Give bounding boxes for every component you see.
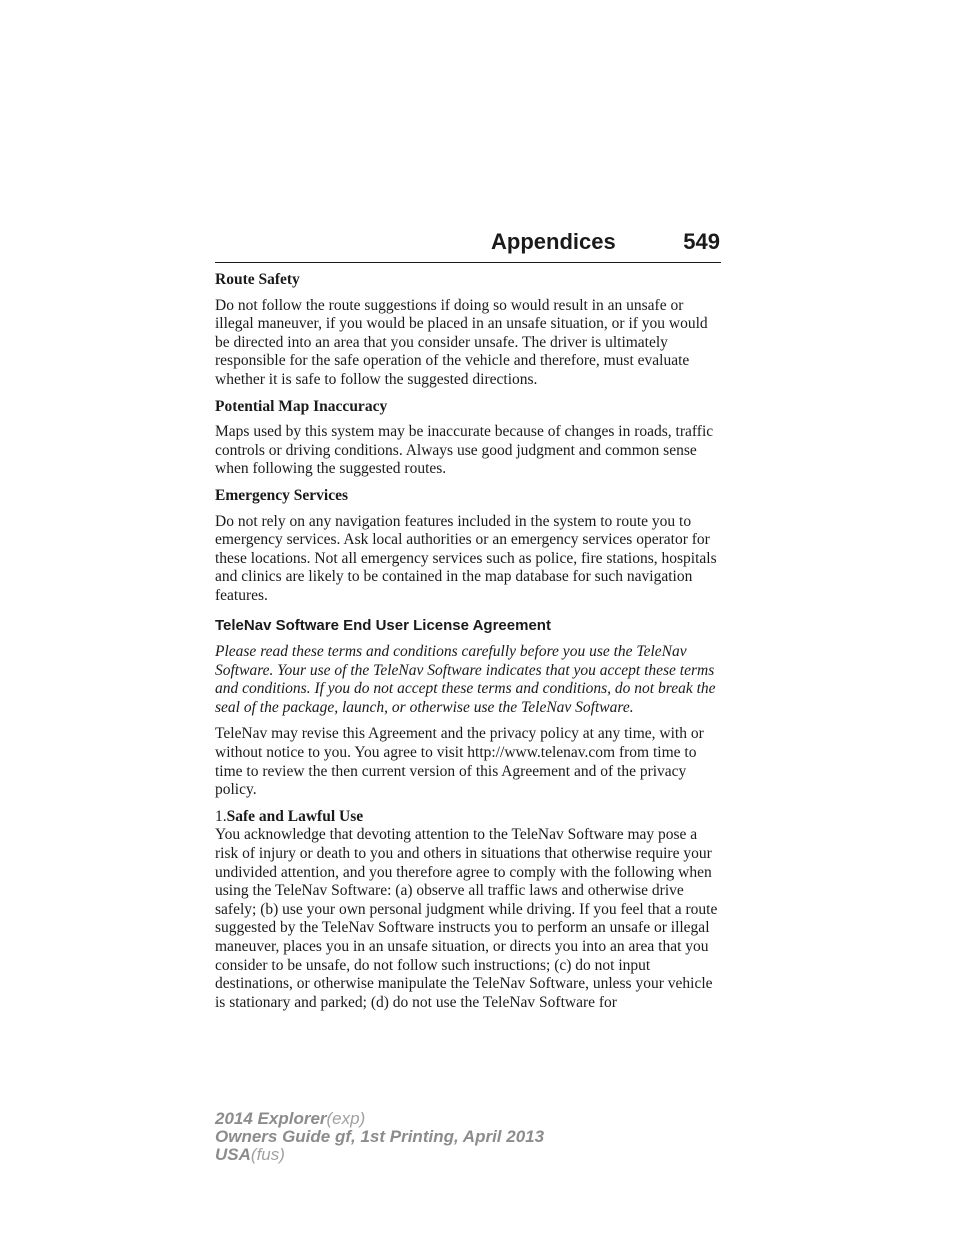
section-title: Appendices [491,229,616,254]
body-content [215,271,723,1012]
item-1-text: You acknowledge that devoting attention to the TeleNav Software may pose a risk of injury or death to you and others in situations that otherwise require your undivided attention, and you therefore agree to comply with the following when using the TeleNav Software: (a) observe all traffic laws and otherwise drive safely; (b) use your own personal judgment while driving. If you feel that a route suggested by the TeleNav Software instructs you to perform an unsafe or illegal maneuver, places you in an unsafe situation, or directs you into an area that you consider to be unsafe, do not follow such instructions; (c) do not input destinations, or otherwise manipulate the TeleNav Software, unless your vehicle is stationary and parked; (d) do not use the TeleNav Software for [215,826,718,1011]
eula-item-1 [215,808,723,1013]
footer-model: 2014 Explorer [215,1109,327,1128]
eula-intro-paragraph: Please read these terms and conditions carefully before you use the TeleNav Software. Your use of the TeleNav Software indicates that you accept these terms and conditions. If you do not accept these terms and conditions, do not break the seal of the package, launch, or otherwise use the TeleNav Software. [215,643,716,716]
eula-heading: TeleNav Software End User License Agreement [215,616,551,634]
route-safety-heading: Route Safety [215,271,300,288]
print-footer [215,1110,544,1164]
page-number: 549 [683,229,720,254]
item-1-number: 1. [215,807,227,825]
emergency-services-paragraph: Do not rely on any navigation features included in the system to route you to emergency services. Ask local authorities or an emergency services operator for these locations. Not all emergency services such as police, fire stations, hospitals and clinics are likely to be contained in the map database for such navigation features. [215,512,717,604]
eula-revise-paragraph: TeleNav may revise this Agreement and the privacy policy at any time, with or without notice to you. You agree to visit http://www.telenav.com from time to time to review the then current version of this Agreement and of the privacy policy. [215,725,704,799]
footer-market: USA [215,1145,251,1164]
map-inaccuracy-heading: Potential Map Inaccuracy [215,397,388,415]
footer-line-1 [215,1110,544,1128]
footer-model-code: (exp) [326,1109,366,1128]
running-header [215,228,721,263]
footer-market-code: (fus) [250,1145,285,1164]
emergency-services-heading: Emergency Services [215,486,348,504]
footer-line-3 [215,1146,544,1164]
map-inaccuracy-paragraph: Maps used by this system may be inaccurate because of changes in roads, traffic controls or driving conditions. Always use good judgment and common sense when following the suggested routes. [215,423,714,478]
item-1-label: Safe and Lawful Use [226,807,364,825]
footer-line-2: Owners Guide gf, 1st Printing, April 2013 [215,1127,545,1146]
route-safety-paragraph: Do not follow the route suggestions if doing so would result in an unsafe or illegal maneuver, if you would be placed in an unsafe situation, or if you would be directed into an area that you consider unsafe. The driver is ultimately responsible for the safe operation of the vehicle and therefore, must evaluate whether it is safe to follow the suggested directions. [215,296,708,388]
